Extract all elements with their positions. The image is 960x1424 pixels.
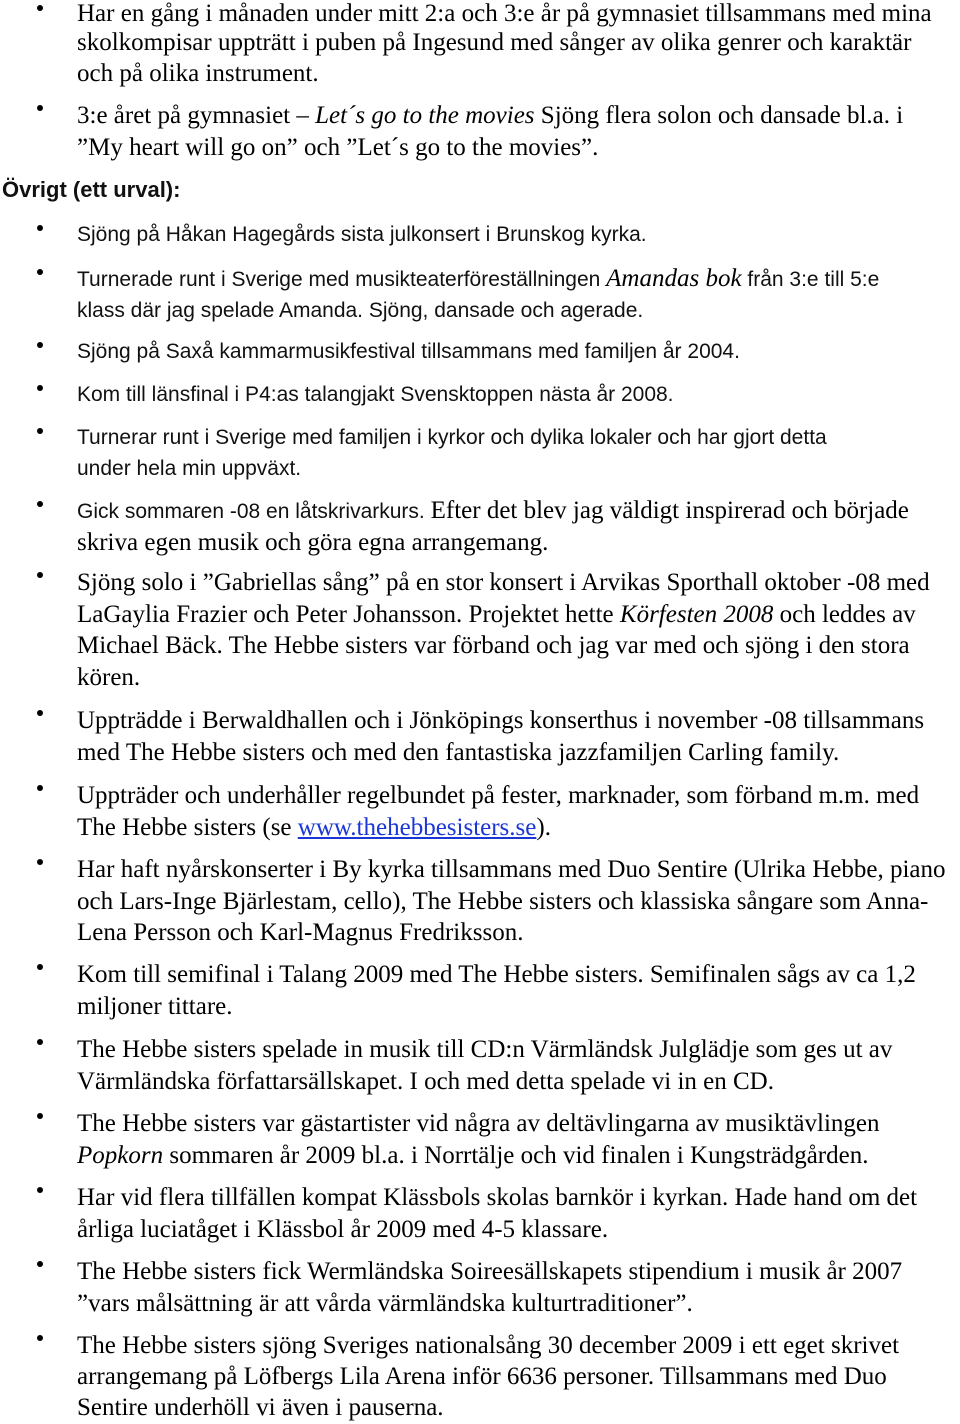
list-item xyxy=(77,0,932,89)
list-item xyxy=(77,1182,917,1245)
text-segment: Gick sommaren -08 en låtskrivarkurs. xyxy=(77,500,431,523)
text-segment: Sjöng flera solon och dansade bl.a. i xyxy=(534,102,904,129)
list-item-line: The Hebbe sisters sjöng Sveriges nationalsång 30 december 2009 i ett eget skrivet xyxy=(77,1332,900,1359)
bullet-marker xyxy=(37,501,43,507)
list-item-line: ”My heart will go on” och ”Let´s go to the movies”. xyxy=(77,133,599,161)
text-segment: ). xyxy=(536,813,551,841)
list-item-line: Sentire underhöll vi även i pauserna. xyxy=(77,1394,444,1421)
text-segment: Efter det blev jag väldigt inspirerad och började xyxy=(430,497,909,524)
list-item-line xyxy=(77,599,930,631)
bullet-marker xyxy=(37,710,43,716)
italic-title: Körfesten 2008 xyxy=(619,600,774,628)
list-item xyxy=(77,1330,899,1423)
text-segment: och leddes av xyxy=(773,600,916,628)
bullet-marker xyxy=(37,105,43,111)
bullet-marker xyxy=(37,385,43,391)
bullet-marker xyxy=(37,785,43,791)
list-item-line: och Lars-Inge Bjärlestam, cello), The Hebbe sisters och klassiska sångare som Anna- xyxy=(77,887,929,915)
website-link[interactable]: www.thehebbesisters.se xyxy=(297,813,537,841)
bullet-marker xyxy=(37,1261,43,1267)
list-item xyxy=(77,1256,902,1319)
list-item-line: skolkompisar uppträtt i puben på Ingesund med sånger av olika genrer och karaktär xyxy=(77,29,912,56)
list-item xyxy=(77,100,903,163)
list-item-line: årliga luciatåget i Klässbol år 2009 med 4-5 klassare. xyxy=(77,1215,609,1243)
bullet-marker xyxy=(37,1039,43,1045)
list-item xyxy=(77,705,924,768)
list-item-line: The Hebbe sisters fick Wermländska Soireesällskapets stipendium i musik år 2007 xyxy=(77,1258,903,1285)
italic-title: Let´s go to the movies xyxy=(315,102,535,129)
bullet-marker xyxy=(37,964,43,970)
list-item-line xyxy=(77,495,909,527)
bullet-marker xyxy=(37,1335,43,1341)
bullet-marker xyxy=(37,859,43,865)
list-item-line: kören. xyxy=(77,663,141,691)
list-item-line xyxy=(77,263,879,295)
bullet-marker xyxy=(37,269,43,275)
list-item-line: under hela min uppväxt. xyxy=(77,457,302,480)
list-item xyxy=(77,336,740,367)
list-item-line: Har vid flera tillfällen kompat Klässbols skolas barnkör i kyrkan. Hade hand om det xyxy=(77,1184,918,1211)
bullet-marker xyxy=(37,225,43,231)
list-item-line: Värmländska författarsällskapet. I och med detta spelade vi in en CD. xyxy=(77,1067,774,1095)
list-item xyxy=(77,495,909,558)
italic-title: Amandas bok xyxy=(606,265,742,292)
bullet-marker xyxy=(37,1113,43,1119)
bullet-marker xyxy=(37,5,43,11)
list-item-line xyxy=(77,100,903,132)
list-item xyxy=(77,567,930,693)
bullet-marker xyxy=(37,428,43,434)
list-item xyxy=(77,780,919,843)
bullet-marker xyxy=(37,572,43,578)
list-item-line: miljoner tittare. xyxy=(77,992,233,1020)
list-item-line: Uppträdde i Berwaldhallen och i Jönköpings konserthus i november -08 tillsammans xyxy=(77,707,925,734)
list-item-line: arrangemang på Löfbergs Lila Arena inför 6636 personer. Tillsammans med Duo xyxy=(77,1363,887,1390)
list-item xyxy=(77,379,674,410)
list-item-line: ”vars målsättning är att vårda värmländska kulturtraditioner”. xyxy=(77,1289,693,1317)
list-item-line: Turnerar runt i Sverige med familjen i kyrkor och dylika lokaler och har gjort detta xyxy=(77,426,827,449)
list-item-line: Har en gång i månaden under mitt 2:a och 3:e år på gymnasiet tillsammans med mina xyxy=(77,0,932,27)
list-item xyxy=(77,219,647,250)
list-item-line: Har haft nyårskonserter i By kyrka tillsammans med Duo Sentire (Ulrika Hebbe, piano xyxy=(77,856,946,883)
list-item xyxy=(77,263,879,326)
bullet-marker xyxy=(37,342,43,348)
list-item-line: skriva egen musik och göra egna arrangemang. xyxy=(77,529,549,556)
list-item-line: med The Hebbe sisters och med den fantastiska jazzfamiljen Carling family. xyxy=(77,738,840,766)
list-item-line: Michael Bäck. The Hebbe sisters var förband och jag var med och sjöng i den stora xyxy=(77,632,910,659)
text-segment: LaGaylia Frazier och Peter Johansson. Projektet hette xyxy=(77,600,620,628)
list-item xyxy=(77,854,946,949)
text-segment: The Hebbe sisters (se xyxy=(77,813,298,841)
list-item-line: Kom till länsfinal i P4:as talangjakt Svensktoppen nästa år 2008. xyxy=(77,383,674,406)
list-item-line: Uppträder och underhåller regelbundet på fester, marknader, som förband m.m. med xyxy=(77,782,920,809)
list-item-line: Sjöng på Håkan Hagegårds sista julkonsert i Brunskog kyrka. xyxy=(77,223,647,246)
list-item-line: och på olika instrument. xyxy=(77,60,319,87)
text-segment: 3:e året på gymnasiet – xyxy=(77,102,316,129)
list-item xyxy=(77,959,916,1022)
list-item-line: Sjöng på Saxå kammarmusikfestival tillsammans med familjen år 2004. xyxy=(77,340,740,363)
list-item-line: Sjöng solo i ”Gabriellas sång” på en stor konsert i Arvikas Sporthall oktober -08 med xyxy=(77,569,930,596)
list-item-line: The Hebbe sisters spelade in musik till CD:n Värmländsk Julglädje som ges ut av xyxy=(77,1036,893,1063)
list-item-line: klass där jag spelade Amanda. Sjöng, dansade och agerade. xyxy=(77,299,644,322)
text-segment: sommaren år 2009 bl.a. i Norrtälje och vid finalen i Kungsträdgården. xyxy=(163,1141,869,1169)
list-item-line: Lena Persson och Karl-Magnus Fredriksson. xyxy=(77,919,524,946)
list-item-line xyxy=(77,812,919,844)
list-item-line: The Hebbe sisters var gästartister vid några av deltävlingarna av musiktävlingen xyxy=(77,1110,880,1137)
list-item-line xyxy=(77,1140,880,1172)
list-item-line: Kom till semifinal i Talang 2009 med The Hebbe sisters. Semifinalen sågs av ca 1,2 xyxy=(77,961,916,988)
text-segment: från 3:e till 5:e xyxy=(741,268,880,291)
list-item xyxy=(77,422,827,484)
list-item xyxy=(77,1108,880,1171)
section-heading: Övrigt (ett urval): xyxy=(2,177,181,202)
list-item xyxy=(77,1034,892,1097)
bullet-marker xyxy=(37,1187,43,1193)
text-segment: Turnerade runt i Sverige med musikteaterföreställningen xyxy=(77,268,607,291)
italic-title: Popkorn xyxy=(77,1141,164,1169)
